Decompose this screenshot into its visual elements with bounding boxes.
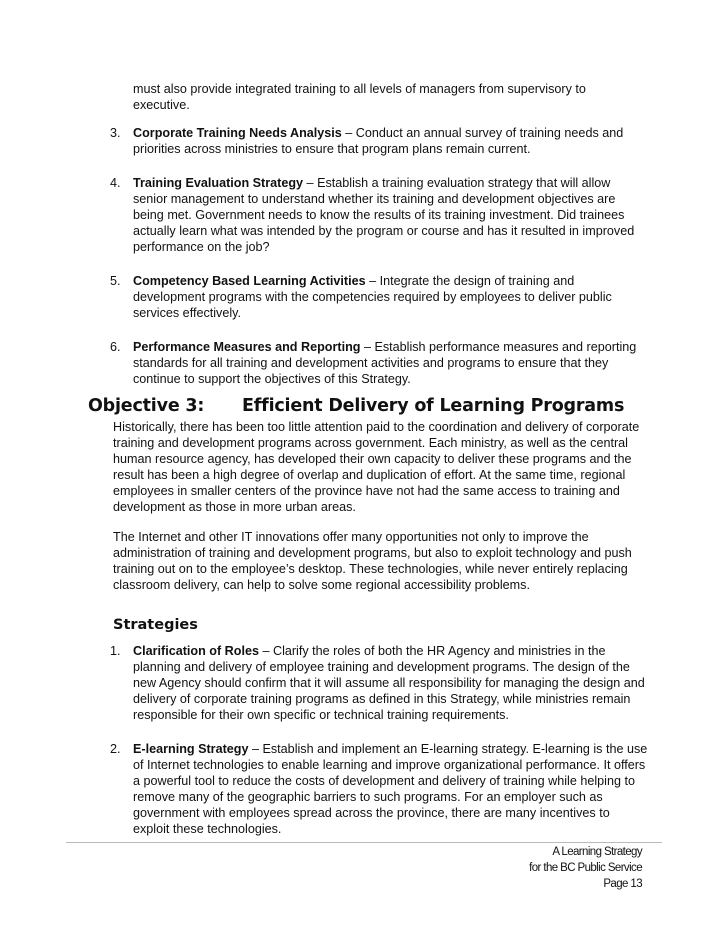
item-title: Training Evaluation Strategy (133, 176, 304, 190)
item-text: – Establish a training evaluation strategy that will allow senior management to understand whether its training and development objectives are being met. Government needs to know the results of its training investment. Did trainees actually learn what was intended by the program or course and has it resulted in improved performance on the job? (133, 176, 635, 254)
strategies-list (108, 643, 648, 855)
item-title: Clarification of Roles (133, 644, 259, 658)
footer-title-line1: A Learning Strategy (552, 846, 642, 858)
page-footer (529, 844, 642, 892)
continuation-text: must also provide integrated training to all levels of managers from supervisory to executive. (133, 82, 586, 112)
objective-title: Efficient Delivery of Learning Programs (242, 396, 625, 416)
strategies-heading: Strategies (113, 617, 198, 633)
item-text: – Establish performance measures and reporting standards for all training and development activities and programs to ensure that they continue to support the objectives of this Strategy. (133, 340, 637, 386)
objective-label: Objective 3: (88, 396, 205, 416)
body-paragraph: Historically, there has been too little attention paid to the coordination and delivery of corporate training and development programs across government. Each ministry, as well as the central human resource agency, has developed their own capacity to deliver these programs and the result has been a high degree of overlap and duplication of effort. At the same time, regional employees in smaller centers of the province have not had the same access to training and development as those in more urban areas. (113, 420, 640, 514)
list-item (108, 643, 648, 723)
footer-divider (66, 842, 662, 843)
item-text: – Establish and implement an E-learning strategy. E-learning is the use of Internet technologies to enable learning and improve organizational performance. It offers a powerful tool to reduce the costs of development and delivery of training while helping to remove many of the geographic barriers to such programs. For an employer such as government with employees spread across the province, there are many incentives to exploit these technologies. (133, 742, 648, 836)
body-paragraph: The Internet and other IT innovations offer many opportunities not only to improve the administration of training and development programs, but also to exploit technology and push training out on to the employee’s desktop. These technologies, while never entirely replacing classroom delivery, can help to solve some regional accessibility problems. (113, 530, 632, 592)
list-item (108, 273, 648, 321)
footer-title-line2: for the BC Public Service (529, 862, 642, 874)
item-title: E-learning Strategy (133, 742, 249, 756)
item-number: 2. (110, 742, 121, 756)
upper-strategy-list (108, 125, 648, 405)
item-number: 4. (110, 176, 121, 190)
objective-heading (88, 396, 625, 416)
list-item (108, 339, 648, 387)
item-title: Performance Measures and Reporting (133, 340, 361, 354)
item-text: – Clarify the roles of both the HR Agency and ministries in the planning and delivery of employee training and development programs. The design of the new Agency should confirm that it will assume all responsibility for managing the design and delivery of corporate training programs as defined in this Strategy, while ministries remain responsible for their own specific or technical training requirements. (133, 644, 645, 722)
item-number: 1. (110, 644, 121, 658)
item-number: 3. (110, 126, 121, 140)
item-number: 6. (110, 340, 121, 354)
item-text: – Integrate the design of training and development programs with the competencies required by employees to deliver public services effectively. (133, 274, 612, 320)
item-text: – Conduct an annual survey of training needs and priorities across ministries to ensure that program plans remain current. (133, 126, 624, 156)
list-item (108, 741, 648, 837)
item-title: Competency Based Learning Activities (133, 274, 366, 288)
item-number: 5. (110, 274, 121, 288)
item-title: Corporate Training Needs Analysis (133, 126, 342, 140)
list-item (108, 175, 648, 255)
list-item (108, 125, 648, 157)
page-number: Page 13 (603, 878, 642, 890)
